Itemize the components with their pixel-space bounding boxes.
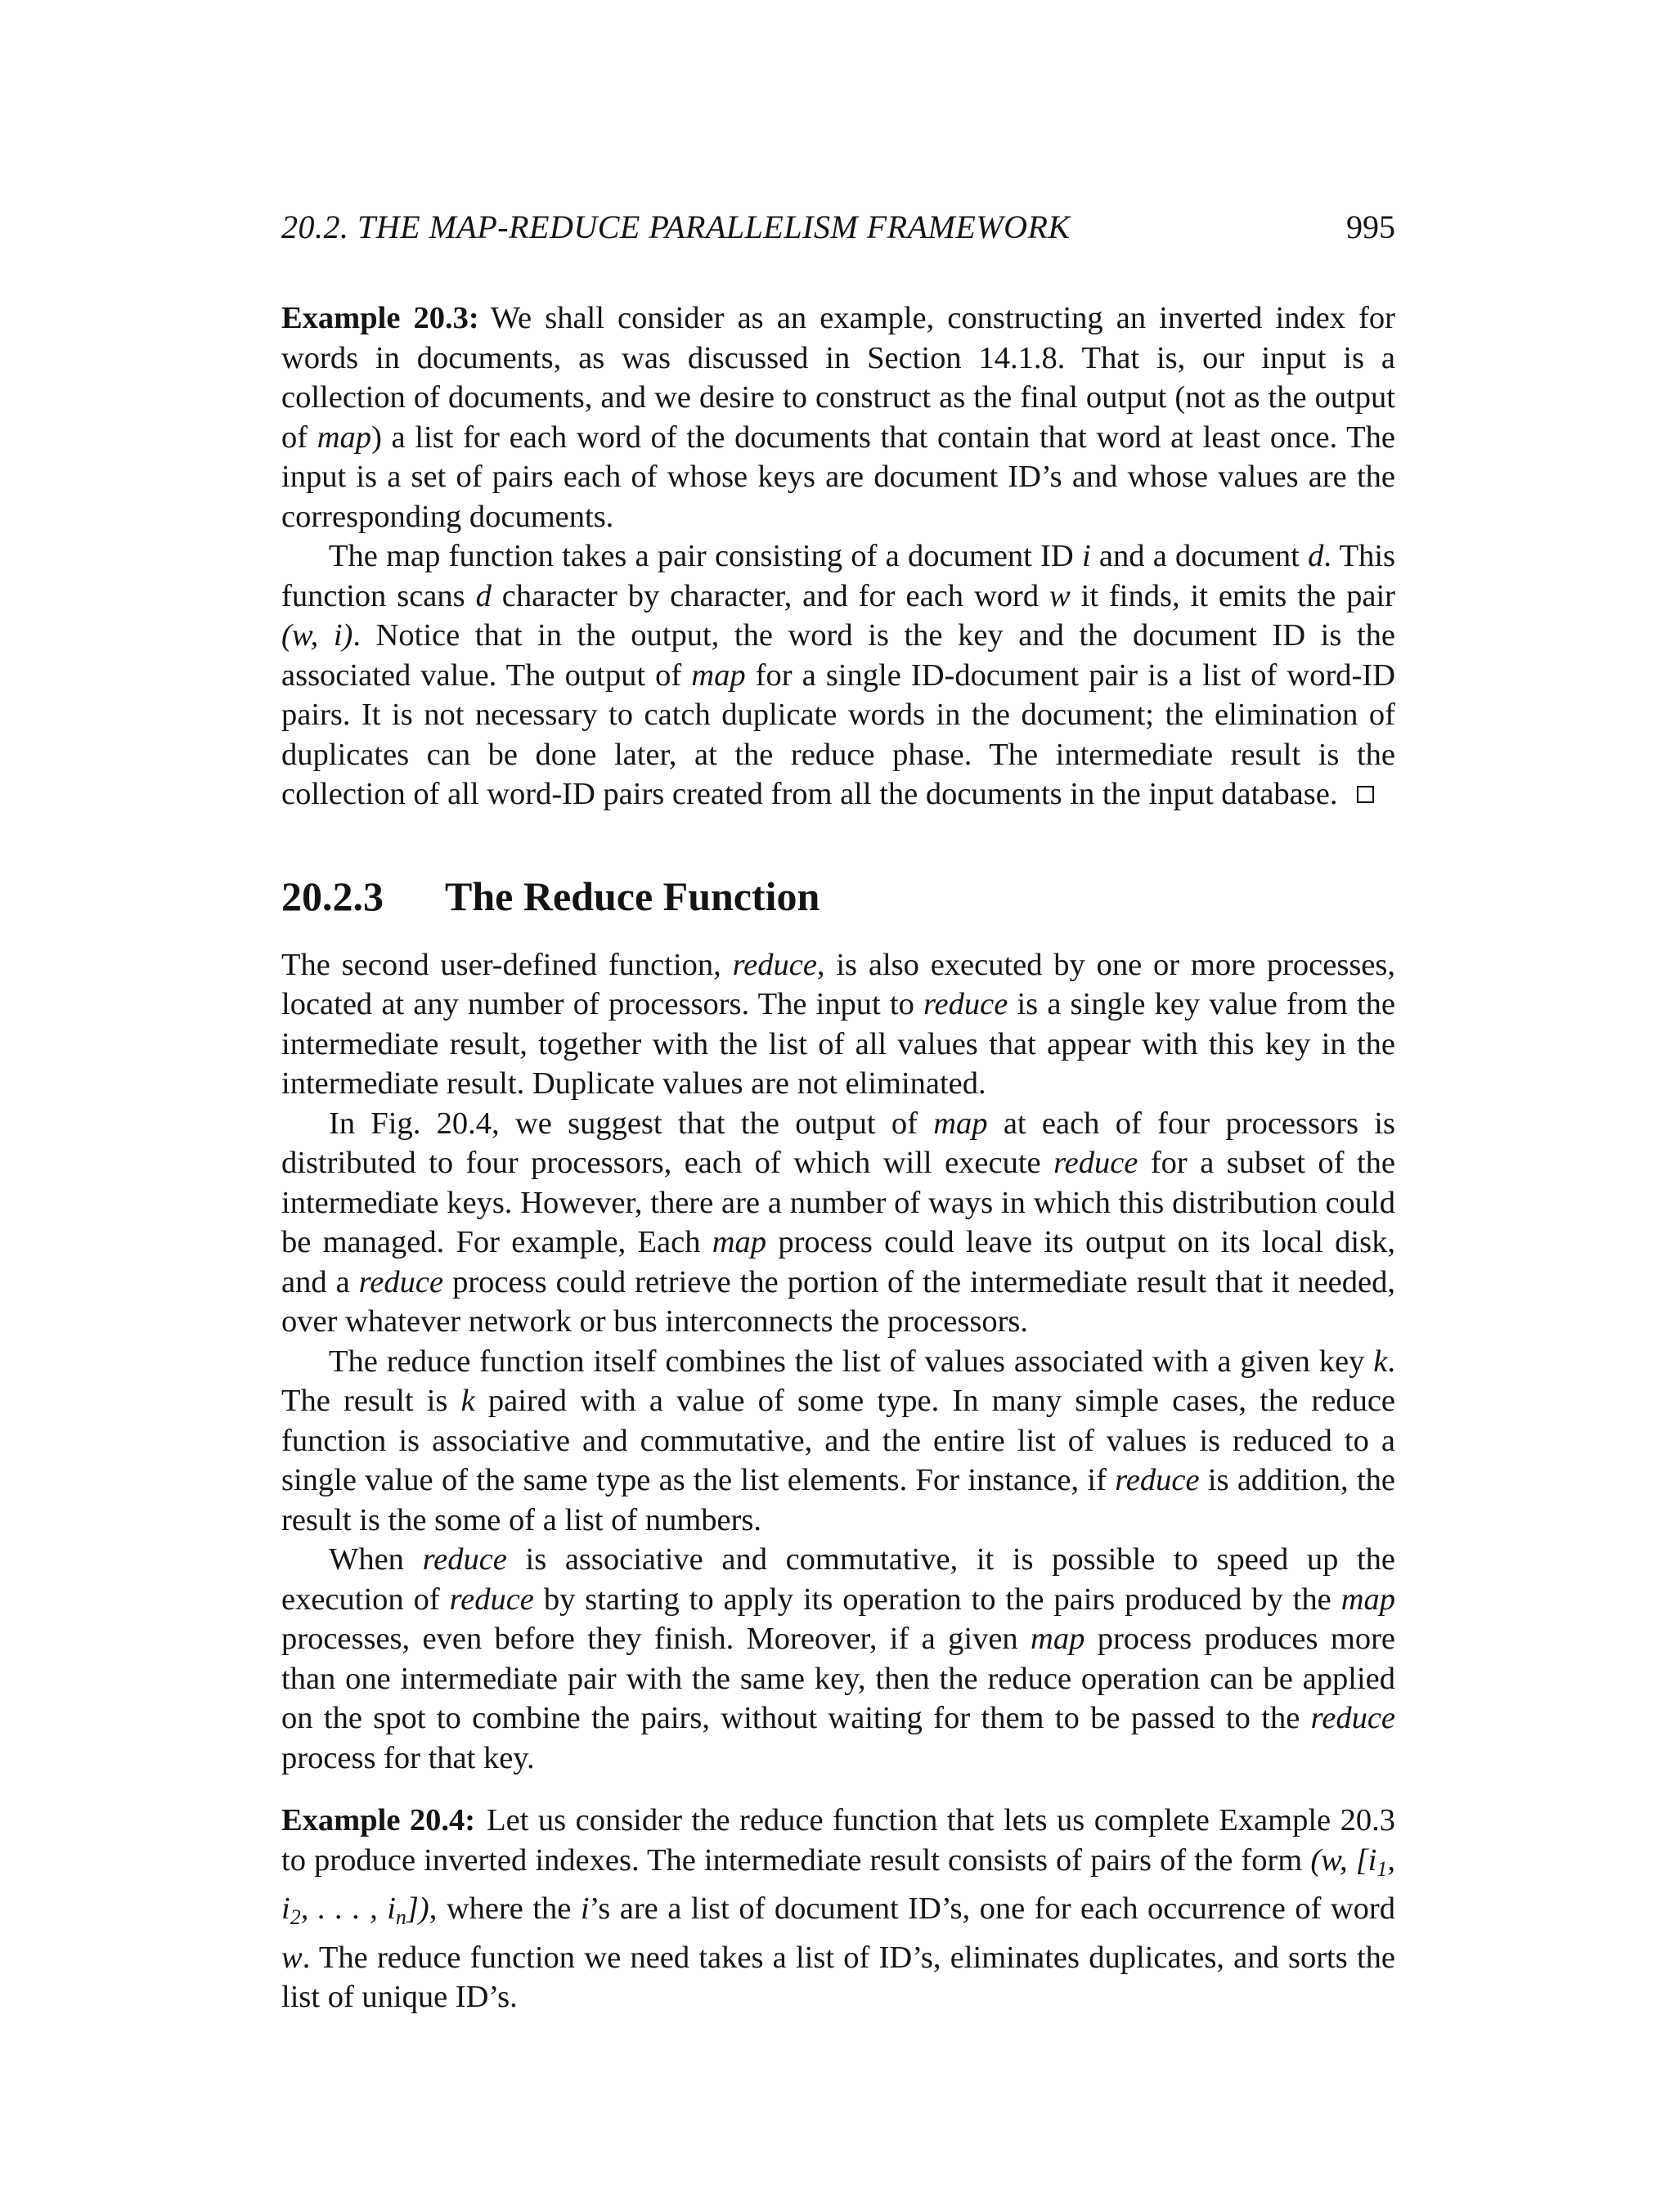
math-w: w	[281, 1940, 303, 1975]
text-run: processes, even before they finish. Moreover, if a given	[281, 1622, 1031, 1656]
math-k: k	[1373, 1344, 1388, 1379]
book-page	[281, 0, 1395, 2212]
math-part: , . . . , i	[300, 1891, 396, 1926]
text-run: Let us consider the reduce function that lets us complete Example 20.3 to produce inverted indexes. The intermediate result consists of pairs of the form	[281, 1803, 1395, 1878]
page-number: 995	[1346, 209, 1395, 245]
text-run: The map function takes a pair consisting of a document ID	[329, 539, 1082, 573]
text-run: ’s are a list of document ID’s, one for each occurrence of word	[589, 1891, 1395, 1926]
math-part: , i	[281, 1842, 1396, 1926]
math-part: ])	[406, 1891, 429, 1926]
term-reduce: reduce	[923, 987, 1008, 1021]
term-map: map	[1031, 1622, 1085, 1656]
text-run: process could leave its output on its local disk, and a	[281, 1225, 1395, 1299]
example-20-3-paragraph-2	[281, 536, 1395, 814]
math-d: d	[1308, 539, 1324, 573]
section-number: 20.2.3	[281, 873, 384, 919]
text-run: . This function scans	[281, 539, 1395, 613]
reduce-paragraph-4	[281, 1540, 1395, 1778]
math-i: i	[580, 1891, 590, 1926]
term-map: map	[691, 657, 746, 693]
term-reduce: reduce	[732, 947, 817, 982]
term-map: map	[317, 420, 372, 455]
example-20-3-label: Example 20.3:	[281, 301, 479, 335]
math-i: i	[1081, 539, 1091, 573]
text-run: it finds, it emits the pair	[1070, 578, 1395, 613]
text-run: character by character, and for each word	[491, 578, 1050, 613]
text-run: The second user-defined function,	[281, 947, 733, 982]
section-heading	[281, 872, 1395, 921]
text-run: ) a list for each word of the documents that contain that word at least once. The input is a set of pairs each of whose keys are document ID’s and whose values are the corresponding documents.	[281, 420, 1395, 534]
text-run: , where the	[429, 1891, 581, 1926]
subscript-1: 1	[1376, 1856, 1388, 1881]
end-of-example-box-icon	[1357, 786, 1374, 803]
reduce-paragraph-1	[281, 945, 1395, 1104]
term-map: map	[933, 1106, 988, 1141]
math-w: w	[1049, 578, 1071, 613]
example-20-3-paragraph-1	[281, 298, 1395, 536]
term-reduce: reduce	[422, 1542, 507, 1577]
term-map: map	[1340, 1582, 1395, 1617]
text-run: . The reduce function we need takes a list of ID’s, eliminates duplicates, and sorts the list of unique ID’s.	[281, 1940, 1395, 2014]
text-run: by starting to apply its operation to the pairs produced by the	[533, 1582, 1341, 1617]
example-20-4-paragraph	[281, 1801, 1395, 2017]
math-part: (w, [i	[1310, 1842, 1377, 1878]
reduce-paragraph-3	[281, 1342, 1395, 1541]
subscript-n: n	[395, 1905, 406, 1929]
text-run: is addition, the result is the some of a list of numbers.	[281, 1463, 1395, 1537]
text-run: . Notice that in the output, the word is the key and the document ID is the associated value. The output of	[281, 618, 1395, 693]
term-reduce: reduce	[1115, 1463, 1200, 1497]
text-run: process for that key.	[281, 1740, 535, 1775]
text-run: is associative and commutative, it is possible to speed up the execution of	[281, 1542, 1395, 1617]
text-run: and a document	[1090, 539, 1309, 573]
text-run: In Fig. 20.4, we suggest that the output of	[329, 1106, 934, 1141]
running-head-title: 20.2. THE MAP-REDUCE PARALLELISM FRAMEWORK	[281, 209, 1071, 245]
text-run: process produces more than one intermediate pair with the same key, then the reduce operation can be applied on the spot to combine the pairs, without waiting for them to be passed to the	[281, 1622, 1395, 1735]
text-run: paired with a value of some type. In many simple cases, the reduce function is associative and commutative, and the entire list of values is reduced to a single value of the same type as the list elements. For instance, if	[281, 1384, 1395, 1497]
running-head	[281, 206, 1395, 249]
text-run: When	[329, 1542, 423, 1577]
math-k: k	[460, 1384, 475, 1418]
term-map: map	[712, 1225, 767, 1259]
text-run: for a single ID-document pair is a list of word-ID pairs. It is not necessary to catch duplicate words in the document; the elimination of duplicates can be done later, at the reduce phase. The intermediate result is the collection of all word-ID pairs created from all the documents in the input database.	[281, 657, 1395, 811]
text-run: at each of four processors is distributed to four processors, each of which will execute	[281, 1106, 1395, 1180]
body-text	[281, 298, 1395, 2017]
term-reduce: reduce	[1310, 1701, 1395, 1735]
example-20-4-label: Example 20.4:	[281, 1803, 476, 1837]
text-run: , is also executed by one or more processes, located at any number of processors. The input to	[281, 947, 1395, 1021]
subscript-2: 2	[290, 1905, 301, 1929]
math-pair: (w, i)	[281, 618, 353, 653]
term-reduce: reduce	[358, 1264, 444, 1299]
term-reduce: reduce	[449, 1582, 534, 1617]
text-run: process could retrieve the portion of the intermediate result that it needed, over whatever network or bus interconnects the processors.	[281, 1264, 1395, 1339]
term-reduce: reduce	[1053, 1146, 1138, 1180]
section-title: The Reduce Function	[445, 873, 820, 919]
text-run: We shall consider as an example, constructing an inverted index for words in documents, as was discussed in Section 14.1.8. That is, our input is a collection of documents, and we desire to construct as the final output (not as the output of	[281, 301, 1395, 455]
text-run: is a single key value from the intermediate result, together with the list of all values that appear with this key in the intermediate result. Duplicate values are not eliminated.	[281, 987, 1395, 1101]
reduce-paragraph-2	[281, 1104, 1395, 1342]
text-run: The reduce function itself combines the list of values associated with a given key	[329, 1344, 1374, 1379]
text-run: . The result is	[281, 1344, 1395, 1418]
math-d: d	[475, 578, 492, 613]
text-run: for a subset of the intermediate keys. However, there are a number of ways in which this distribution could be managed. For example, Each	[281, 1146, 1395, 1259]
